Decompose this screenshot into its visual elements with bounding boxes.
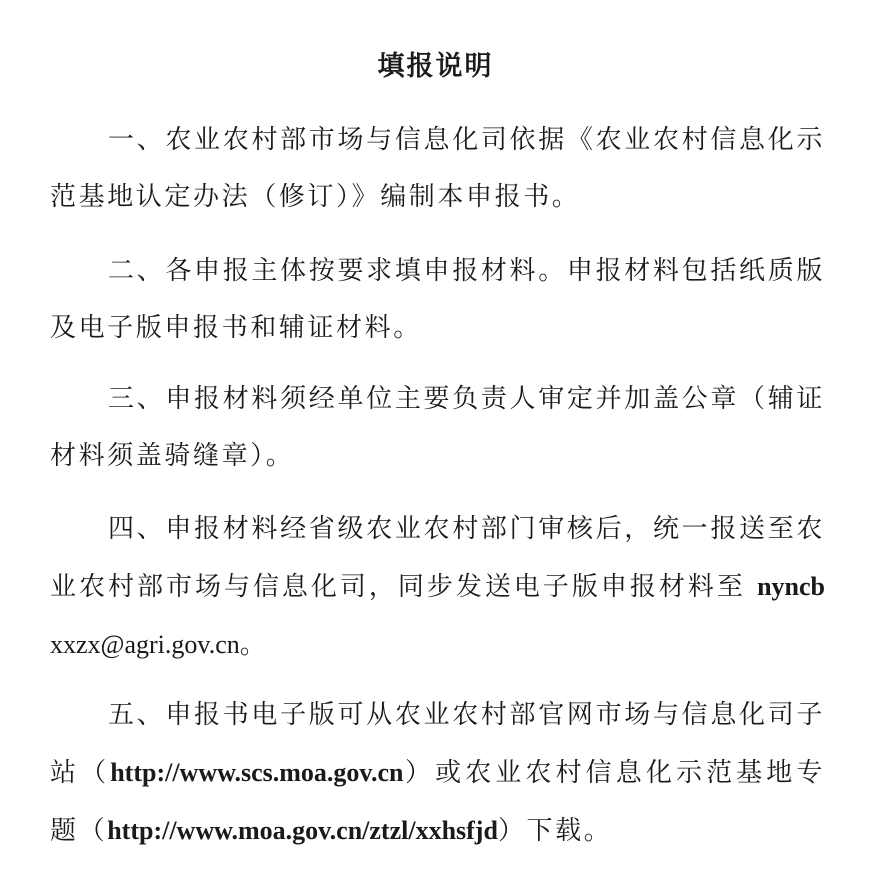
paragraph-3: 三、申报材料须经单位主要负责人审定并加盖公章（辅证材料须盖骑缝章）。 — [50, 384, 825, 471]
url-scs-moa: http://www.scs.moa.gov.cn — [110, 758, 404, 787]
paragraph-5-middle: ）或农业农村信息化示范基地专题（ — [50, 758, 825, 846]
paragraph-5-text: 五、申报书电子版可从农业农村部官网市场与信息化司子站（ — [50, 700, 825, 788]
paragraph-1: 一、农业农村部市场与信息化司依据《农业农村信息化示范基地认定办法（修订）》编制本申报书。 — [50, 125, 825, 212]
paragraph-5 — [50, 687, 825, 860]
document-title: 填报说明 — [377, 51, 494, 82]
url-moa-ztzl: http://www.moa.gov.cn/ztzl/xxhsfjd — [107, 816, 498, 845]
paragraph-4-text: 四、申报材料经省级农业农村部门审核后，统一报送至农业农村部市场与信息化司，同步发送电子版申报材料至 — [50, 514, 825, 602]
email-address-part-2: xxzx@agri.gov.cn — [50, 630, 240, 659]
paragraph-5-end: ）下载。 — [497, 816, 613, 846]
paragraph-4-end: 。 — [239, 630, 269, 660]
paragraph-2: 二、各申报主体按要求填申报材料。申报材料包括纸质版及电子版申报书和辅证材料。 — [50, 256, 825, 343]
email-address-part-1: nyncb — [757, 572, 825, 601]
paragraph-4 — [50, 501, 825, 674]
